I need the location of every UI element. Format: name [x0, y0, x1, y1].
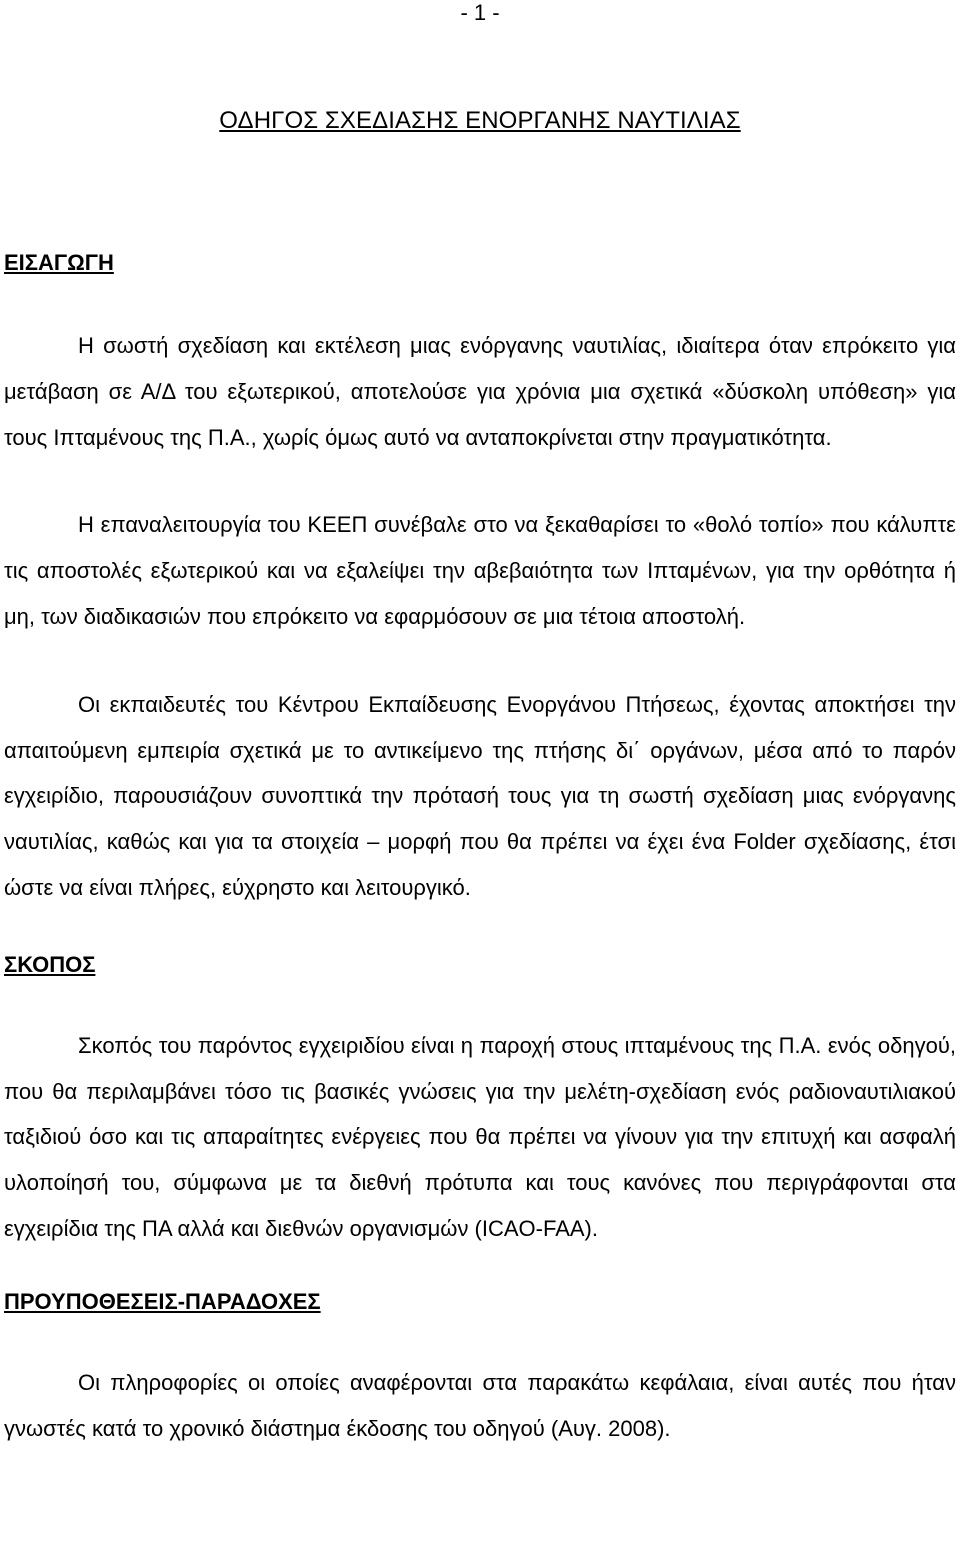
purpose-paragraph: Σκοπός του παρόντος εγχειριδίου είναι η παροχή στους ιπταμένους της Π.Α. ενός οδηγού, που θα περιλαμβάνει τόσο τις βασικές γνώσεις για την μελέτη-σχεδίαση ενός ραδιοναυτιλιακού ταξιδιού όσο και τις απαραίτητες ενέργειες που θα πρέπει να γίνουν για την επιτυχή και ασφαλή υλοποίησή του, σύμφωνα με τα διεθνή πρότυπα και τους κανόνες που περιγράφονται στα εγχειρίδια της ΠΑ αλλά και διεθνών οργανισμών (ICAO-FAA). [4, 1032, 956, 1241]
introduction-paragraph: Οι εκπαιδευτές του Κέντρου Εκπαίδευσης Ενοργάνου Πτήσεως, έχοντας αποκτήσει την απαιτούμενη εμπειρία σχετικά με το αντικείμενο της πτήσης δι΄ οργάνων, μέσα από το παρόν εγχειρίδιο, παρουσιάζουν συνοπτικά την πρότασή τους για τη σωστή σχεδίαση μιας ενόργανης ναυτιλίας, καθώς και για τα στοιχεία – μορφή που θα πρέπει να έχει ένα Folder σχεδίασης, έτσι ώστε να είναι πλήρες, εύχρηστο και λειτουργικό. [4, 691, 956, 900]
document-title: ΟΔΗΓΟΣ ΣΧΕΔΙΑΣΗΣ ΕΝΟΡΓΑΝΗΣ ΝΑΥΤΙΛΙΑΣ [219, 107, 741, 134]
document-page [4, 0, 956, 1451]
section-heading-purpose: ΣΚΟΠΟΣ [4, 951, 96, 977]
section-heading-prerequisites: ΠΡΟΥΠΟΘΕΣΕΙΣ-ΠΑΡΑΔΟΧΕΣ [4, 1288, 321, 1314]
prerequisites-paragraph: Οι πληροφορίες οι οποίες αναφέρονται στα παρακάτω κεφάλαια, είναι αυτές που ήταν γνωστές κατά το χρονικό διάστημα έκδοσης του οδηγού (Αυγ. 2008). [4, 1369, 956, 1441]
introduction-paragraph: Η επαναλειτουργία του ΚΕΕΠ συνέβαλε στο να ξεκαθαρίσει το «θολό τοπίο» που κάλυπτε τις αποστολές εξωτερικού και να εξαλείψει την αβεβαιότητα των Ιπταμένων, για την ορθότητα ή μη, των διαδικασιών που επρόκειτο να εφαρμόσουν σε μια τέτοια αποστολή. [4, 512, 956, 629]
page-number: - 1 - [460, 0, 500, 25]
introduction-paragraph: Η σωστή σχεδίαση και εκτέλεση μιας ενόργανης ναυτιλίας, ιδιαίτερα όταν επρόκειτο για μετάβαση σε Α/Δ του εξωτερικού, αποτελούσε για χρόνια μια σχετικά «δύσκολη υπόθεση» για τους Ιπταμένους της Π.Α., χωρίς όμως αυτό να ανταποκρίνεται στην πραγματικότητα. [4, 333, 956, 450]
section-heading-introduction: ΕΙΣΑΓΩΓΗ [4, 250, 114, 275]
